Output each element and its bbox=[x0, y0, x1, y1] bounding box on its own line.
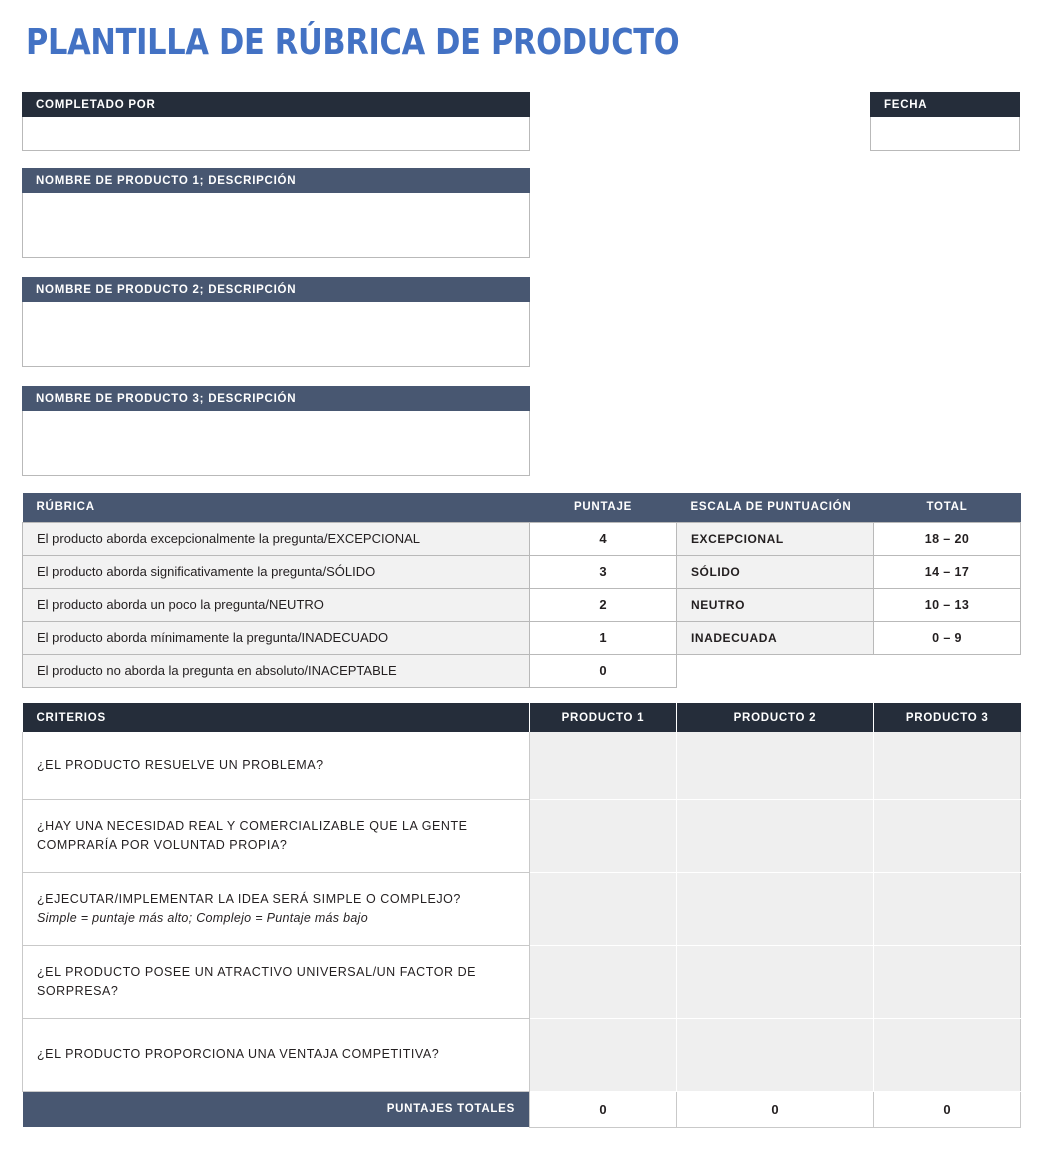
table-row bbox=[23, 1018, 1021, 1091]
date-block bbox=[870, 92, 1020, 151]
rubric-description: El producto aborda significativamente la pregunta/SÓLIDO bbox=[23, 555, 530, 588]
rubric-scale: NEUTRO bbox=[677, 588, 874, 621]
rubric-total-empty bbox=[874, 654, 1021, 687]
criteria-score-product3[interactable] bbox=[874, 732, 1021, 799]
table-row bbox=[23, 654, 1021, 687]
rubric-total: 10 – 13 bbox=[874, 588, 1021, 621]
criteria-header-row bbox=[23, 703, 1021, 732]
rubric-table bbox=[22, 493, 1020, 688]
criteria-question: ¿EL PRODUCTO PROPORCIONA UNA VENTAJA COMPETITIVA? bbox=[37, 1047, 440, 1062]
rubric-total: 18 – 20 bbox=[874, 522, 1021, 555]
table-row bbox=[23, 872, 1021, 945]
criteria-score-product2[interactable] bbox=[677, 1018, 874, 1091]
total-product2: 0 bbox=[677, 1091, 874, 1127]
criteria-question: ¿EJECUTAR/IMPLEMENTAR LA IDEA SERÁ SIMPLE O COMPLEJO? bbox=[37, 892, 461, 907]
criteria-score-product1[interactable] bbox=[530, 1018, 677, 1091]
criteria-score-product3[interactable] bbox=[874, 945, 1021, 1018]
criteria-score-product1[interactable] bbox=[530, 732, 677, 799]
criteria-score-product1[interactable] bbox=[530, 799, 677, 872]
totals-row bbox=[23, 1091, 1021, 1127]
table-row bbox=[23, 732, 1021, 799]
rubric-score: 1 bbox=[530, 621, 677, 654]
page-title: PLANTILLA DE RÚBRICA DE PRODUCTO bbox=[26, 22, 680, 63]
rubric-header-row bbox=[23, 493, 1021, 522]
rubric-score: 3 bbox=[530, 555, 677, 588]
criteria-question-cell bbox=[23, 945, 530, 1018]
criteria-score-product2[interactable] bbox=[677, 872, 874, 945]
rubric-scale: SÓLIDO bbox=[677, 555, 874, 588]
criteria-question: ¿EL PRODUCTO POSEE UN ATRACTIVO UNIVERSAL/UN FACTOR DE SORPRESA? bbox=[37, 965, 477, 998]
rubric-col-total: TOTAL bbox=[874, 493, 1021, 522]
rubric-score: 4 bbox=[530, 522, 677, 555]
rubric-total: 0 – 9 bbox=[874, 621, 1021, 654]
criteria-score-product2[interactable] bbox=[677, 945, 874, 1018]
rubric-scale: EXCEPCIONAL bbox=[677, 522, 874, 555]
rubric-description: El producto no aborda la pregunta en absoluto/INACEPTABLE bbox=[23, 654, 530, 687]
criteria-score-product3[interactable] bbox=[874, 872, 1021, 945]
product2-block bbox=[22, 277, 530, 367]
criteria-table bbox=[22, 703, 1020, 1128]
criteria-question-cell bbox=[23, 799, 530, 872]
product1-block bbox=[22, 168, 530, 258]
completed-by-block bbox=[22, 92, 530, 151]
date-label: FECHA bbox=[870, 92, 1020, 117]
date-input[interactable] bbox=[870, 117, 1020, 151]
criteria-score-product1[interactable] bbox=[530, 872, 677, 945]
product2-input[interactable] bbox=[22, 302, 530, 367]
criteria-score-product1[interactable] bbox=[530, 945, 677, 1018]
rubric-scale-empty bbox=[677, 654, 874, 687]
product2-label: NOMBRE DE PRODUCTO 2; DESCRIPCIÓN bbox=[22, 277, 530, 302]
total-product1: 0 bbox=[530, 1091, 677, 1127]
criteria-score-product3[interactable] bbox=[874, 1018, 1021, 1091]
criteria-question-cell bbox=[23, 1018, 530, 1091]
rubric-col-escala: ESCALA DE PUNTUACIÓN bbox=[677, 493, 874, 522]
criteria-score-product2[interactable] bbox=[677, 732, 874, 799]
table-row bbox=[23, 945, 1021, 1018]
total-product3: 0 bbox=[874, 1091, 1021, 1127]
product3-block bbox=[22, 386, 530, 476]
rubric-score: 2 bbox=[530, 588, 677, 621]
rubric-total: 14 – 17 bbox=[874, 555, 1021, 588]
rubric-col-puntaje: PUNTAJE bbox=[530, 493, 677, 522]
criteria-col-producto3: PRODUCTO 3 bbox=[874, 703, 1021, 732]
rubric-col-rubrica: RÚBRICA bbox=[23, 493, 530, 522]
rubric-score: 0 bbox=[530, 654, 677, 687]
criteria-col-producto2: PRODUCTO 2 bbox=[677, 703, 874, 732]
criteria-score-product2[interactable] bbox=[677, 799, 874, 872]
criteria-col-criterios: CRITERIOS bbox=[23, 703, 530, 732]
rubric-scale: INADECUADA bbox=[677, 621, 874, 654]
criteria-question-cell bbox=[23, 732, 530, 799]
table-row bbox=[23, 799, 1021, 872]
product3-input[interactable] bbox=[22, 411, 530, 476]
product1-input[interactable] bbox=[22, 193, 530, 258]
table-row bbox=[23, 588, 1021, 621]
product3-label: NOMBRE DE PRODUCTO 3; DESCRIPCIÓN bbox=[22, 386, 530, 411]
rubric-description: El producto aborda un poco la pregunta/NEUTRO bbox=[23, 588, 530, 621]
completed-by-input[interactable] bbox=[22, 117, 530, 151]
criteria-question-cell bbox=[23, 872, 530, 945]
criteria-question-note: Simple = puntaje más alto; Complejo = Puntaje más bajo bbox=[37, 910, 368, 925]
rubric-description: El producto aborda mínimamente la pregunta/INADECUADO bbox=[23, 621, 530, 654]
table-row bbox=[23, 621, 1021, 654]
criteria-question: ¿EL PRODUCTO RESUELVE UN PROBLEMA? bbox=[37, 758, 324, 773]
product1-label: NOMBRE DE PRODUCTO 1; DESCRIPCIÓN bbox=[22, 168, 530, 193]
totals-label: PUNTAJES TOTALES bbox=[23, 1091, 530, 1127]
table-row bbox=[23, 522, 1021, 555]
rubric-description: El producto aborda excepcionalmente la pregunta/EXCEPCIONAL bbox=[23, 522, 530, 555]
completed-by-label: COMPLETADO POR bbox=[22, 92, 530, 117]
criteria-score-product3[interactable] bbox=[874, 799, 1021, 872]
table-row bbox=[23, 555, 1021, 588]
criteria-col-producto1: PRODUCTO 1 bbox=[530, 703, 677, 732]
criteria-question: ¿HAY UNA NECESIDAD REAL Y COMERCIALIZABLE QUE LA GENTE COMPRARÍA POR VOLUNTAD PROPIA? bbox=[37, 819, 468, 852]
